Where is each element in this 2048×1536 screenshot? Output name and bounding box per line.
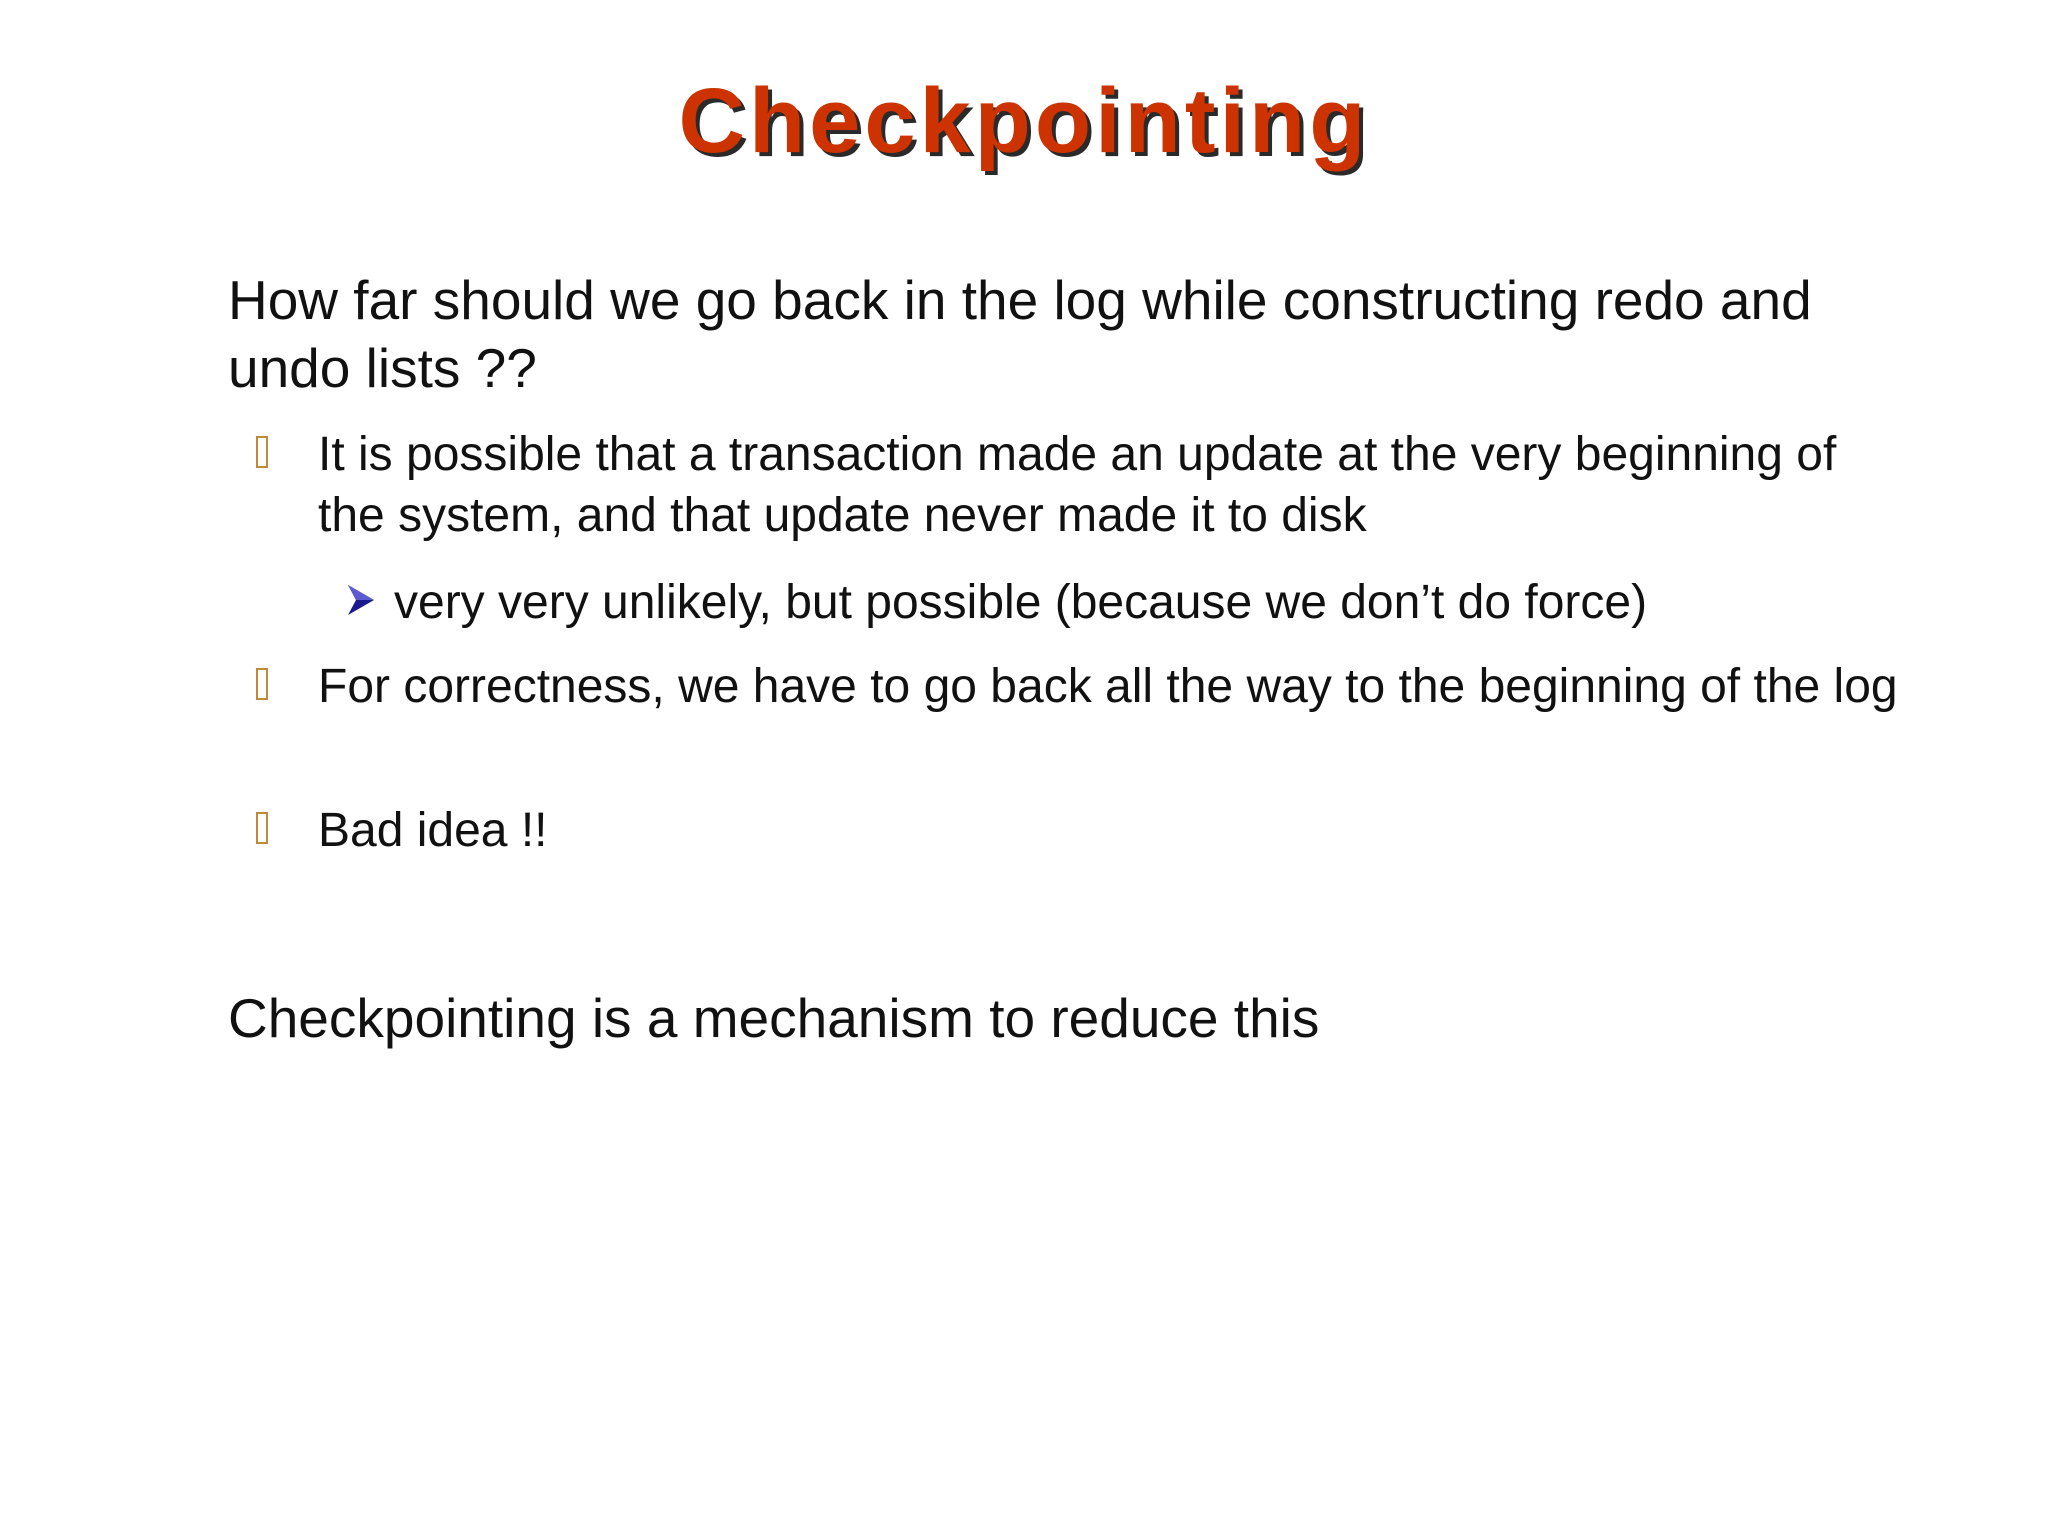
square-bullet-icon — [256, 812, 268, 844]
bullet-text: It is possible that a transaction made an update at the very beginning of the system, and that update never made it to disk — [318, 428, 1837, 542]
intro-paragraph: How far should we go back in the log while constructing redo and undo lists ?? — [228, 269, 1812, 399]
arrow-bullet-icon — [346, 582, 376, 618]
square-bullet-icon — [256, 436, 268, 468]
bullet-text: For correctness, we have to go back all the way to the beginning of the log — [318, 660, 1898, 713]
bullet-text: Bad idea !! — [318, 804, 548, 857]
square-bullet-icon — [256, 668, 268, 700]
slide-title: Checkpointing — [678, 70, 1370, 172]
sub-bullet-text: very very unlikely, but possible (because we don’t do force) — [394, 576, 1648, 629]
conclusion-paragraph: Checkpointing is a mechanism to reduce this — [228, 987, 1320, 1049]
